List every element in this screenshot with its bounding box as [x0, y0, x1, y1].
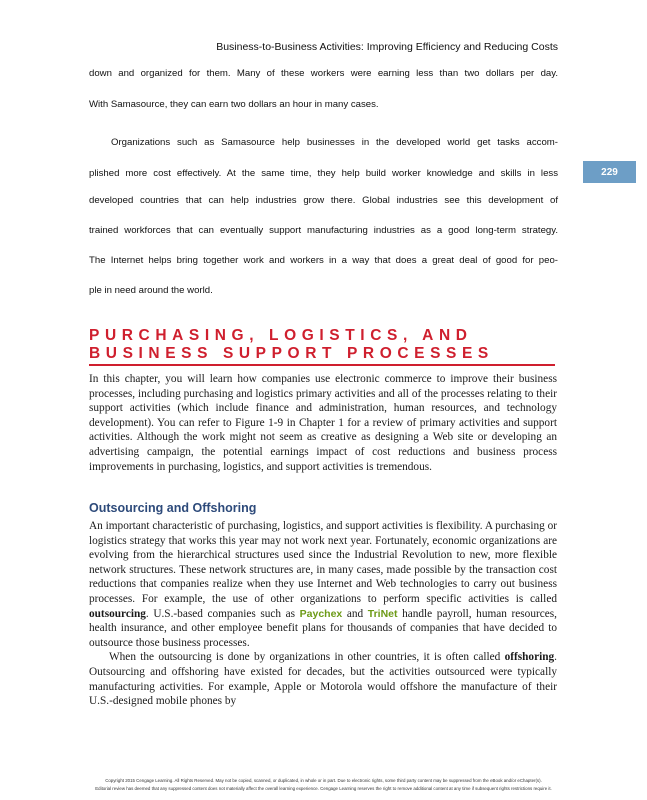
company-link-paychex[interactable]: Paychex [299, 607, 343, 620]
text-run: . Outsourcing and offshoring have existed for decades, but the activities outsourced were typically manufacturing activities. For example, Apple or Motorola would offshore the manufacture of their U.S.-designed mobile phones by [89, 651, 557, 708]
box-line: The Internet helps bring together work and workers in a way that does a great deal of good for peo- [89, 255, 558, 266]
box-line: developed countries that can help industries grow there. Global industries see this development of [89, 195, 558, 206]
text-run: handle payroll, human resources, health insurance, and other employee benefit plans for thousands of companies that have decided to outsource those business processes. [89, 607, 557, 649]
section-intro [89, 372, 557, 474]
text-run: An important characteristic of purchasing, logistics, and support activities is flexibility. A purchasing or logistics strategy that works this year may not work next year. Fortunately, economic organizations are evolving from the hierarchical structures used since the Industrial Revolution to new, more flexible network structures. These network structures are, in many cases, made possible by the transaction cost reductions that companies realize when they use Internet and Web technologies to carry out business processes. For example, the use of other organizations to perform specific activities is called [89, 520, 557, 605]
box-line: ple in need around the world. [89, 285, 213, 296]
subsection-heading: Outsourcing and Offshoring [89, 501, 257, 515]
box-line: down and organized for them. Many of these workers were earning less than two dollars per day. [89, 68, 558, 79]
copyright-footer-line1: Copyright 2015 Cengage Learning. All Rights Reserved. May not be copied, scanned, or duplicated, in whole or in part. Due to electronic rights, some third party content may be suppressed from the eBook and/or eChapter(s). [105, 778, 542, 783]
intro-paragraph: In this chapter, you will learn how companies use electronic commerce to improve their business processes, including purchasing and logistics primary activities and all of the processes relating to their support activities (which include finance and administration, human resources, and technology development). You can refer to Figure 1-9 in Chapter 1 for a review of primary activities and support activities. Although the work might not seem as creative as designing a Web site or developing an advertising campaign, the potential earnings impact of cost reductions and business process improvements in purchasing, logistics, and support activities is tremendous. [89, 373, 557, 473]
paragraph-offshoring [89, 650, 557, 708]
box-line: With Samasource, they can earn two dollars an hour in many cases. [89, 99, 379, 110]
key-term-outsourcing: outsourcing [89, 607, 146, 620]
box-line: Organizations such as Samasource help businesses in the developed world get tasks accom- [111, 137, 558, 148]
company-link-trinet[interactable]: TriNet [367, 607, 398, 620]
box-line: plished more cost effectively. At the same time, they help build worker knowledge and skills in less [89, 168, 558, 179]
section-rule [89, 364, 555, 366]
paragraph-outsourcing [89, 519, 557, 650]
text-run: and [342, 607, 368, 620]
text-run: When the outsourcing is done by organizations in other countries, it is often called [109, 651, 505, 664]
copyright-footer-line2: Editorial review has deemed that any suppressed content does not materially affect the overall learning experience. Cengage Learning reserves the right to remove additional content at any time if subsequent rights restrictions require it. [95, 786, 552, 791]
box-line: trained workforces that can eventually support manufacturing industries as a good long-term strategy. [89, 225, 558, 236]
running-head: Business-to-Business Activities: Improving Efficiency and Reducing Costs [216, 41, 558, 53]
section-heading: PURCHASING, LOGISTICS, AND BUSINESS SUPPORT PROCESSES [89, 327, 494, 362]
text-run: . U.S.-based companies such as [145, 607, 300, 620]
key-term-offshoring: offshoring [504, 651, 555, 664]
subsection-body [89, 519, 557, 709]
page-number-tab: 229 [583, 161, 636, 183]
